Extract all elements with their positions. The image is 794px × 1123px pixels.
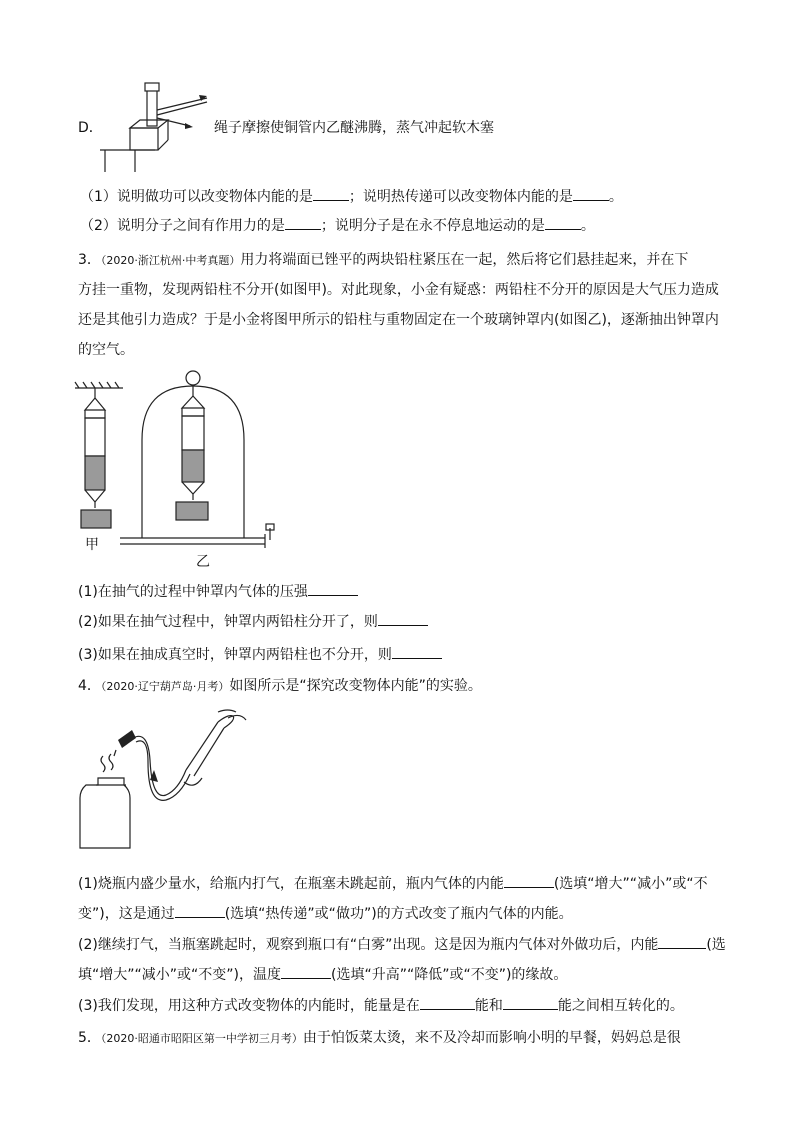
lead-cylinder-figure-a: [75, 380, 125, 530]
fig-label-b: 乙: [196, 554, 210, 570]
q3-line1: 3．（2020·浙江杭州·中考真题）用力将端面已锉平的两块铅柱紧压在一起，然后将它们悬挂起来，并在下: [78, 252, 689, 268]
q3-number: 3．: [78, 252, 101, 268]
q2-sub2: （2）说明分子之间有作用力的是 ；说明分子是在永不停息地运动的是 。: [80, 218, 595, 234]
q5-line1: 5．（2020·昭通市昭阳区第一中学初三月考）由于怕饭菜太烫，来不及冷却而影响小明的早餐，妈妈总是很: [78, 1030, 681, 1046]
option-d-label: D．: [78, 120, 103, 136]
q3-line3: 还是其他引力造成？于是小金将图甲所示的铅柱与重物固定在一个玻璃钟罩内(如图乙)，逐渐抽出钟罩内: [78, 312, 719, 328]
q4-source: （2020·辽宁葫芦岛·月考）: [100, 680, 230, 693]
q3-sub1: (1)在抽气的过程中钟罩内气体的压强: [78, 582, 358, 602]
q4-number: 4．: [78, 678, 101, 694]
q3-sub3: (3)如果在抽成真空时，钟罩内两铅柱也不分开，则: [78, 645, 442, 665]
q5-number: 5．: [78, 1030, 101, 1046]
option-d-caption: 绳子摩擦使铜管内乙醚沸腾，蒸气冲起软木塞: [214, 120, 494, 136]
q3-line4: 的空气。: [78, 342, 134, 358]
q3-line2: 方挂一重物，发现两铅柱不分开(如图甲)。对此现象，小金有疑惑：两铅柱不分开的原因是大气压力造成: [78, 282, 719, 298]
q2-sub1: （1）说明做功可以改变物体内能的是 ；说明热传递可以改变物体内能的是 。: [80, 189, 623, 205]
q5-source: （2020·昭通市昭阳区第一中学初三月考）: [100, 1032, 303, 1045]
q4-p3: (3)我们发现，用这种方式改变物体的内能时，能量是在 能和 能之间相互转化的。: [78, 998, 684, 1014]
copper-tube-figure: [95, 80, 215, 175]
q4-line1: 4．（2020·辽宁葫芦岛·月考）如图所示是“探究改变物体内能”的实验。: [78, 678, 482, 694]
q4-p2-line2: 填“增大”“减小”或“不变”)，温度 (选填“升高”“降低”或“不变”)的缘故。: [78, 967, 568, 983]
bell-jar-figure-b: [120, 370, 290, 550]
q3-source: （2020·浙江杭州·中考真题）: [100, 254, 241, 267]
q3-sub2: (2)如果在抽气过程中，钟罩内两铅柱分开了，则: [78, 612, 428, 632]
q4-p1-line1: (1)烧瓶内盛少量水，给瓶内打气，在瓶塞未跳起前，瓶内气体的内能 (选填“增大”“减小”或“不: [78, 876, 708, 892]
bottle-pump-figure: [78, 710, 248, 850]
q4-p1-line2: 变”)，这是通过 (选填“热传递”或“做功”)的方式改变了瓶内气体的内能。: [78, 906, 573, 922]
q4-p2-line1: (2)继续打气，当瓶塞跳起时，观察到瓶口有“白雾”出现。这是因为瓶内气体对外做功后，内能 (选: [78, 937, 726, 953]
fig-label-a: 甲: [85, 537, 99, 553]
